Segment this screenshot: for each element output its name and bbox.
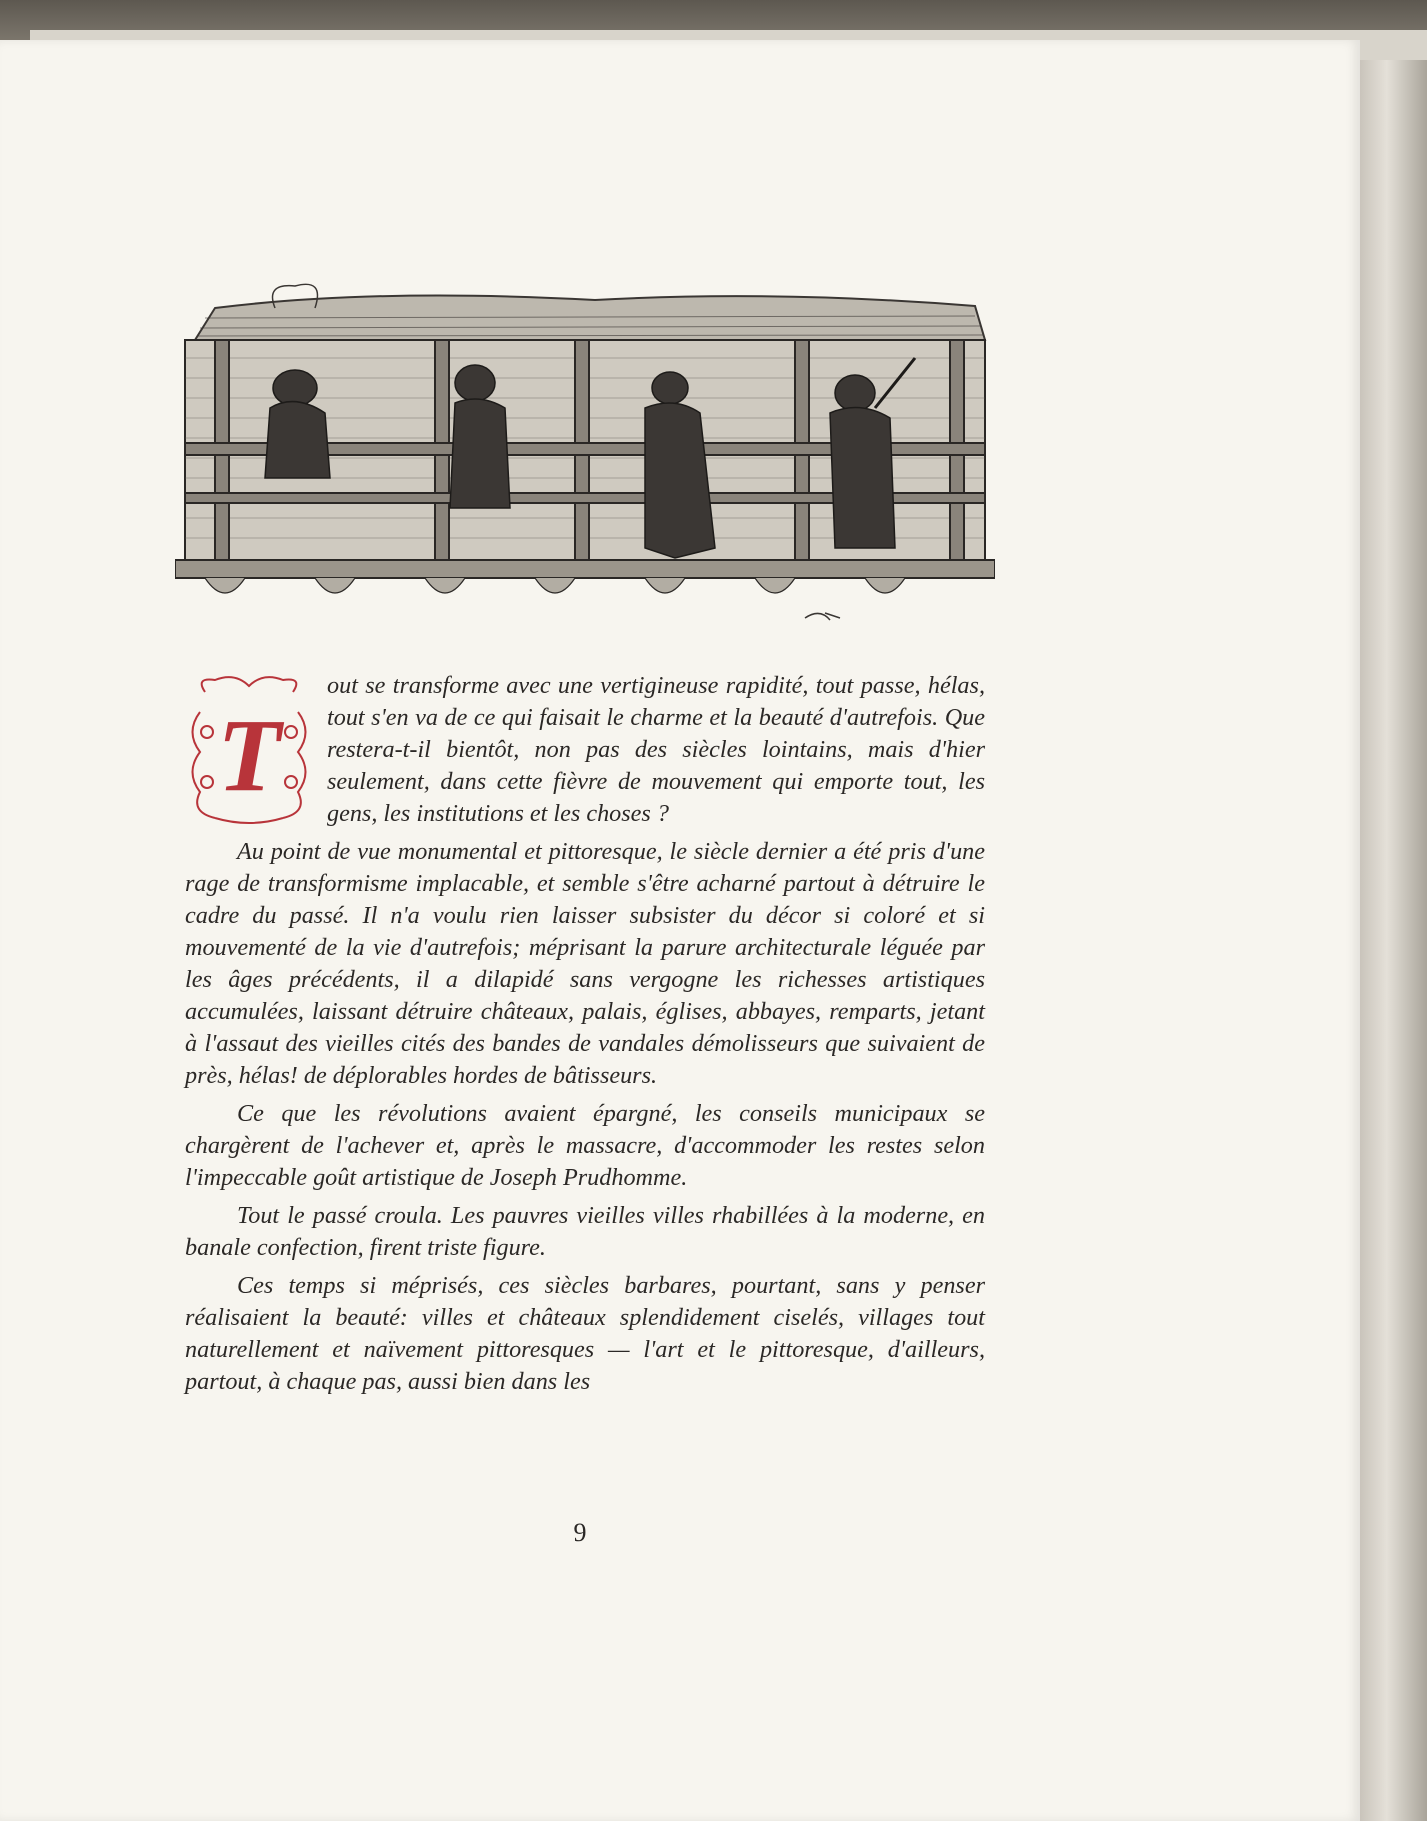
paragraph-4: Tout le passé croula. Les pauvres vieilles villes rhabillées à la moderne, en banale confection, firent triste figure. [185, 1202, 985, 1261]
book-page [0, 40, 1360, 1821]
ornamental-red-initial-icon [185, 672, 313, 828]
paragraph-3: Ce que les révolutions avaient épargné, les conseils municipaux se chargèrent de l'achever et, après le massacre, d'accommoder les restes selon l'impeccable goût artistique de Joseph Prudhomme. [185, 1100, 985, 1191]
dropcap-letter: T [217, 698, 281, 813]
engraving-illustration [175, 278, 995, 638]
page-number: 9 [573, 1518, 587, 1547]
paragraph-2: Au point de vue monumental et pittoresque, le siècle dernier a été pris d'une rage de transformisme implacable, et semble s'être acharné partout à détruire le cadre du passé. Il n'a voulu rien laisser subsister du décor si coloré et si mouvementé de la vie d'autrefois; méprisant la parure architecturale léguée par les âges précédents, il a dilapidé sans vergogne les richesses artistiques accumulées, laissant détruire châteaux, palais, églises, abbayes, remparts, jetant à l'assaut des vieilles cités des bandes de vandales démolisseurs que suivaient de près, hélas! de déplorables hordes de bâtisseurs. [185, 838, 985, 1089]
paragraph-5: Ces temps si méprisés, ces siècles barbares, pourtant, sans y penser réalisaient la beauté: villes et châteaux splendidement ciselés, villages tout naturellement et naïvement pittoresques — l'art et le pittoresque, d'ailleurs, partout, à chaque pas, aussi bien dans les [185, 1272, 985, 1395]
stacked-pages-edge [1360, 60, 1427, 1821]
text-block [185, 670, 985, 1404]
paragraph-1: out se transforme avec une vertigineuse rapidité, tout passe, hélas, tout s'en va de ce qui faisait le charme et la beauté d'autrefois. Que restera-t-il bientôt, non pas des siècles lointains, mais d'hier seulement, dans cette fièvre de mouvement qui emporte tout, les gens, les institutions et les choses ? [327, 672, 985, 827]
